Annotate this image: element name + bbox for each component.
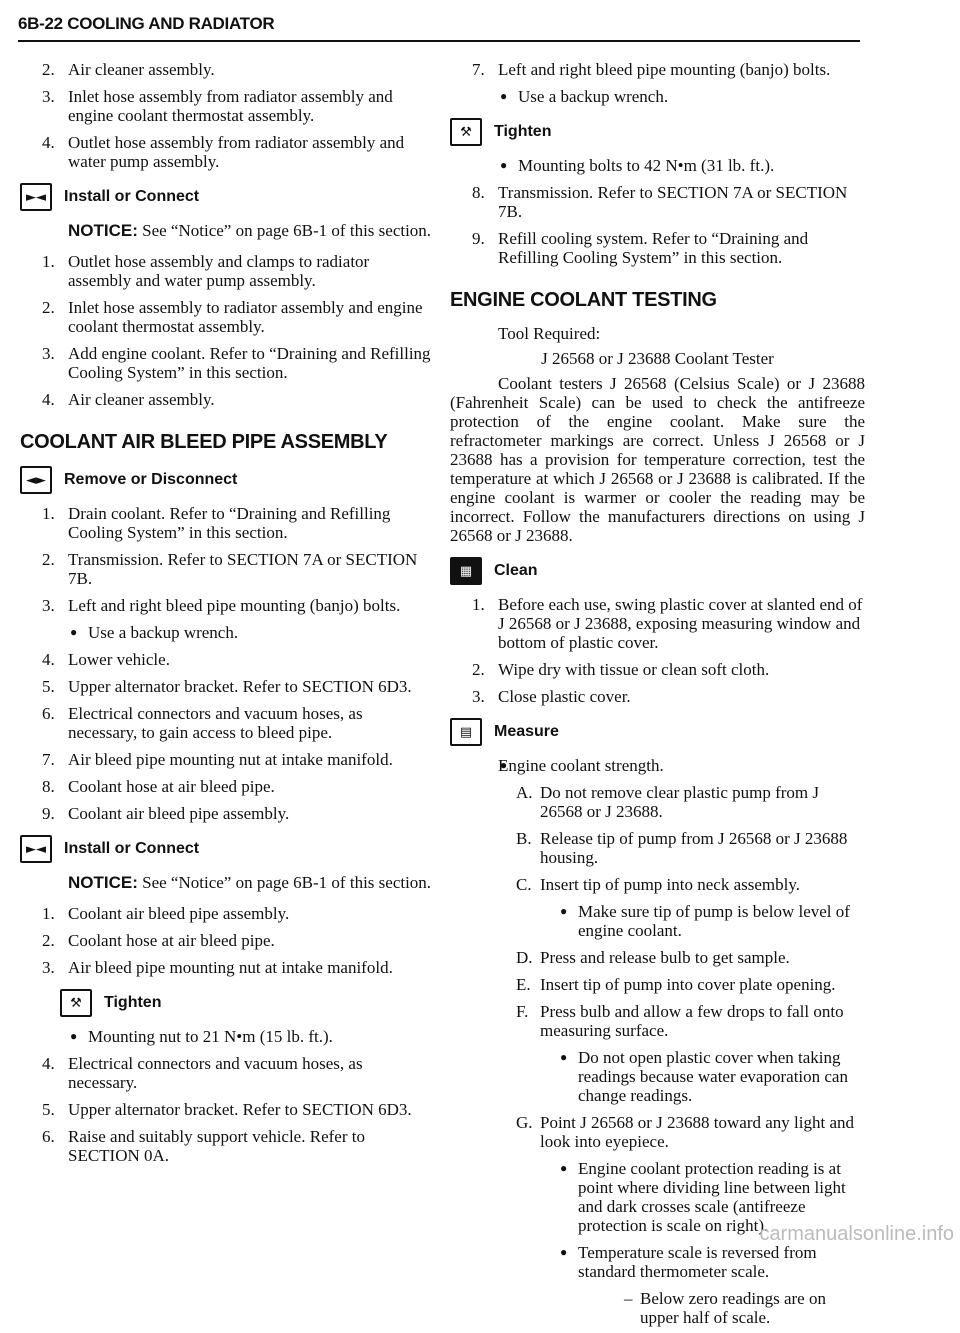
list-item: 9. Coolant air bleed pipe assembly.: [42, 804, 290, 823]
list-item: 9. Refill cooling system. Refer to “Draining and Refilling Cooling System” in this section.: [472, 229, 809, 267]
step-item: E. Insert tip of pump into cover plate opening.: [516, 975, 836, 994]
tool-required-label: Tool Required:: [498, 324, 601, 343]
left-column: [20, 60, 435, 1173]
step-item: D. Press and release bulb to get sample.: [516, 948, 790, 967]
bullet-item: ● Temperature scale is reversed from standard thermometer scale.: [450, 1243, 865, 1281]
list-item: 8. Coolant hose at air bleed pipe.: [42, 777, 275, 796]
section-heading: COOLANT AIR BLEED PIPE ASSEMBLY: [20, 431, 388, 453]
step-item: G. Point J 26568 or J 23688 toward any light and look into eyepiece.: [516, 1113, 855, 1151]
list-item: 2. Coolant hose at air bleed pipe.: [42, 931, 275, 950]
list-item: 7. Left and right bleed pipe mounting (banjo) bolts.: [472, 60, 831, 79]
tool-name: J 26568 or J 23688 Coolant Tester: [541, 349, 774, 368]
testing-paragraph: Coolant testers J 26568 (Celsius Scale) or J 23688 (Fahrenheit Scale) can be used to check the antifreeze protection of the engine coolant. Make sure the refractometer markings are correct. Unless J 26568 or J 23688 has a provision for temperature correction, test the temperature at which J 26568 or J 23688 is calibrated. If the engine coolant is warmer or cooler the reading may be incorrect. Follow the manufacturers directions on using J 26568 or J 23688.: [450, 374, 865, 545]
list-item: 3. Add engine coolant. Refer to “Draining and Refilling Cooling System” in this section.: [42, 344, 431, 382]
wrench-icon: ⚒: [60, 989, 92, 1017]
list-item: 5. Upper alternator bracket. Refer to SECTION 6D3.: [42, 1100, 412, 1119]
measure-action: [450, 718, 865, 746]
list-item: 3. Air bleed pipe mounting nut at intake manifold.: [42, 958, 393, 977]
list-item: 4. Outlet hose assembly from radiator assembly and water pump assembly.: [42, 133, 405, 171]
list-item: 2. Transmission. Refer to SECTION 7A or SECTION 7B.: [42, 550, 418, 588]
right-column: [450, 60, 865, 1333]
install-arrows-icon: ►◄: [20, 183, 52, 211]
action-label: Install or Connect: [64, 840, 200, 857]
list-item: 2. Inlet hose assembly to radiator assembly and engine coolant thermostat assembly.: [42, 298, 423, 336]
list-item: 5. Upper alternator bracket. Refer to SECTION 6D3.: [42, 677, 412, 696]
list-item: 3. Close plastic cover.: [472, 687, 631, 706]
list-item: 4. Lower vehicle.: [42, 650, 170, 669]
list-item: 4. Electrical connectors and vacuum hoses, as necessary.: [42, 1054, 363, 1092]
tighten-action: [60, 989, 435, 1017]
install-connect-action: [20, 183, 435, 211]
step-item: B. Release tip of pump from J 26568 or J 23688 housing.: [516, 829, 848, 867]
tighten-action: [450, 118, 865, 146]
bullet-item: ● Use a backup wrench.: [450, 87, 865, 106]
list-item: 6. Electrical connectors and vacuum hoses, as necessary, to gain access to bleed pipe.: [42, 704, 363, 742]
list-item: 1. Outlet hose assembly and clamps to radiator assembly and water pump assembly.: [42, 252, 370, 290]
page-title: 6B-22 COOLING AND RADIATOR: [18, 14, 275, 33]
list-item: 1. Before each use, swing plastic cover at slanted end of J 26568 or J 23688, exposing measuring window and bottom of plastic cover.: [472, 595, 863, 652]
remove-disconnect-action: [20, 466, 435, 494]
bullet-item: ● Mounting nut to 21 N•m (15 lb. ft.).: [20, 1027, 435, 1046]
bullet-item: ● Mounting bolts to 42 N•m (31 lb. ft.).: [450, 156, 865, 175]
action-label: Remove or Disconnect: [64, 471, 238, 488]
install-arrows-icon: ►◄: [20, 835, 52, 863]
step-item: F. Press bulb and allow a few drops to fall onto measuring surface.: [516, 1002, 844, 1040]
notice: NOTICE: See “Notice” on page 6B-1 of this section.: [68, 873, 432, 892]
action-label: Tighten: [104, 994, 162, 1011]
notice: NOTICE: See “Notice” on page 6B-1 of this section.: [68, 221, 432, 240]
bullet-item: ● Do not open plastic cover when taking readings because water evaporation can change readings.: [450, 1048, 865, 1105]
install-connect-action: [20, 835, 435, 863]
list-item: 6. Raise and suitably support vehicle. Refer to SECTION 0A.: [42, 1127, 365, 1165]
dash-item: – Below zero readings are on upper half of scale.: [450, 1289, 865, 1327]
measure-gauge-icon: ▤: [450, 718, 482, 746]
page-header: [18, 14, 860, 42]
list-item: 7. Air bleed pipe mounting nut at intake manifold.: [42, 750, 393, 769]
clean-action: [450, 557, 865, 585]
action-label: Clean: [494, 562, 538, 579]
bullet-item: ● Engine coolant protection reading is at point where dividing line between light and dark crosses scale (antifreeze protection is scale on right).: [450, 1159, 865, 1235]
list-item: 2. Wipe dry with tissue or clean soft cloth.: [472, 660, 770, 679]
clean-brush-icon: ▦: [450, 557, 482, 585]
bullet-item: ● Engine coolant strength.: [450, 756, 865, 775]
list-item: 1. Coolant air bleed pipe assembly.: [42, 904, 290, 923]
list-item: 2. Air cleaner assembly.: [42, 60, 215, 79]
action-label: Install or Connect: [64, 188, 200, 205]
list-item: 8. Transmission. Refer to SECTION 7A or SECTION 7B.: [472, 183, 848, 221]
list-item: 4. Air cleaner assembly.: [42, 390, 215, 409]
remove-arrows-icon: ◄►: [20, 466, 52, 494]
list-item: 3. Inlet hose assembly from radiator assembly and engine coolant thermostat assembly.: [42, 87, 393, 125]
watermark: carmanualsonline.info: [759, 1223, 954, 1245]
step-item: A. Do not remove clear plastic pump from J 26568 or J 23688.: [516, 783, 820, 821]
action-label: Tighten: [494, 123, 552, 140]
bullet-item: ● Make sure tip of pump is below level of engine coolant.: [450, 902, 865, 940]
list-item: 1. Drain coolant. Refer to “Draining and Refilling Cooling System” in this section.: [42, 504, 391, 542]
bullet-item: ● Use a backup wrench.: [20, 623, 435, 642]
step-item: C. Insert tip of pump into neck assembly.: [516, 875, 800, 894]
wrench-icon: ⚒: [450, 118, 482, 146]
action-label: Measure: [494, 723, 559, 740]
list-item: 3. Left and right bleed pipe mounting (banjo) bolts.: [42, 596, 401, 615]
section-heading: ENGINE COOLANT TESTING: [450, 289, 717, 311]
